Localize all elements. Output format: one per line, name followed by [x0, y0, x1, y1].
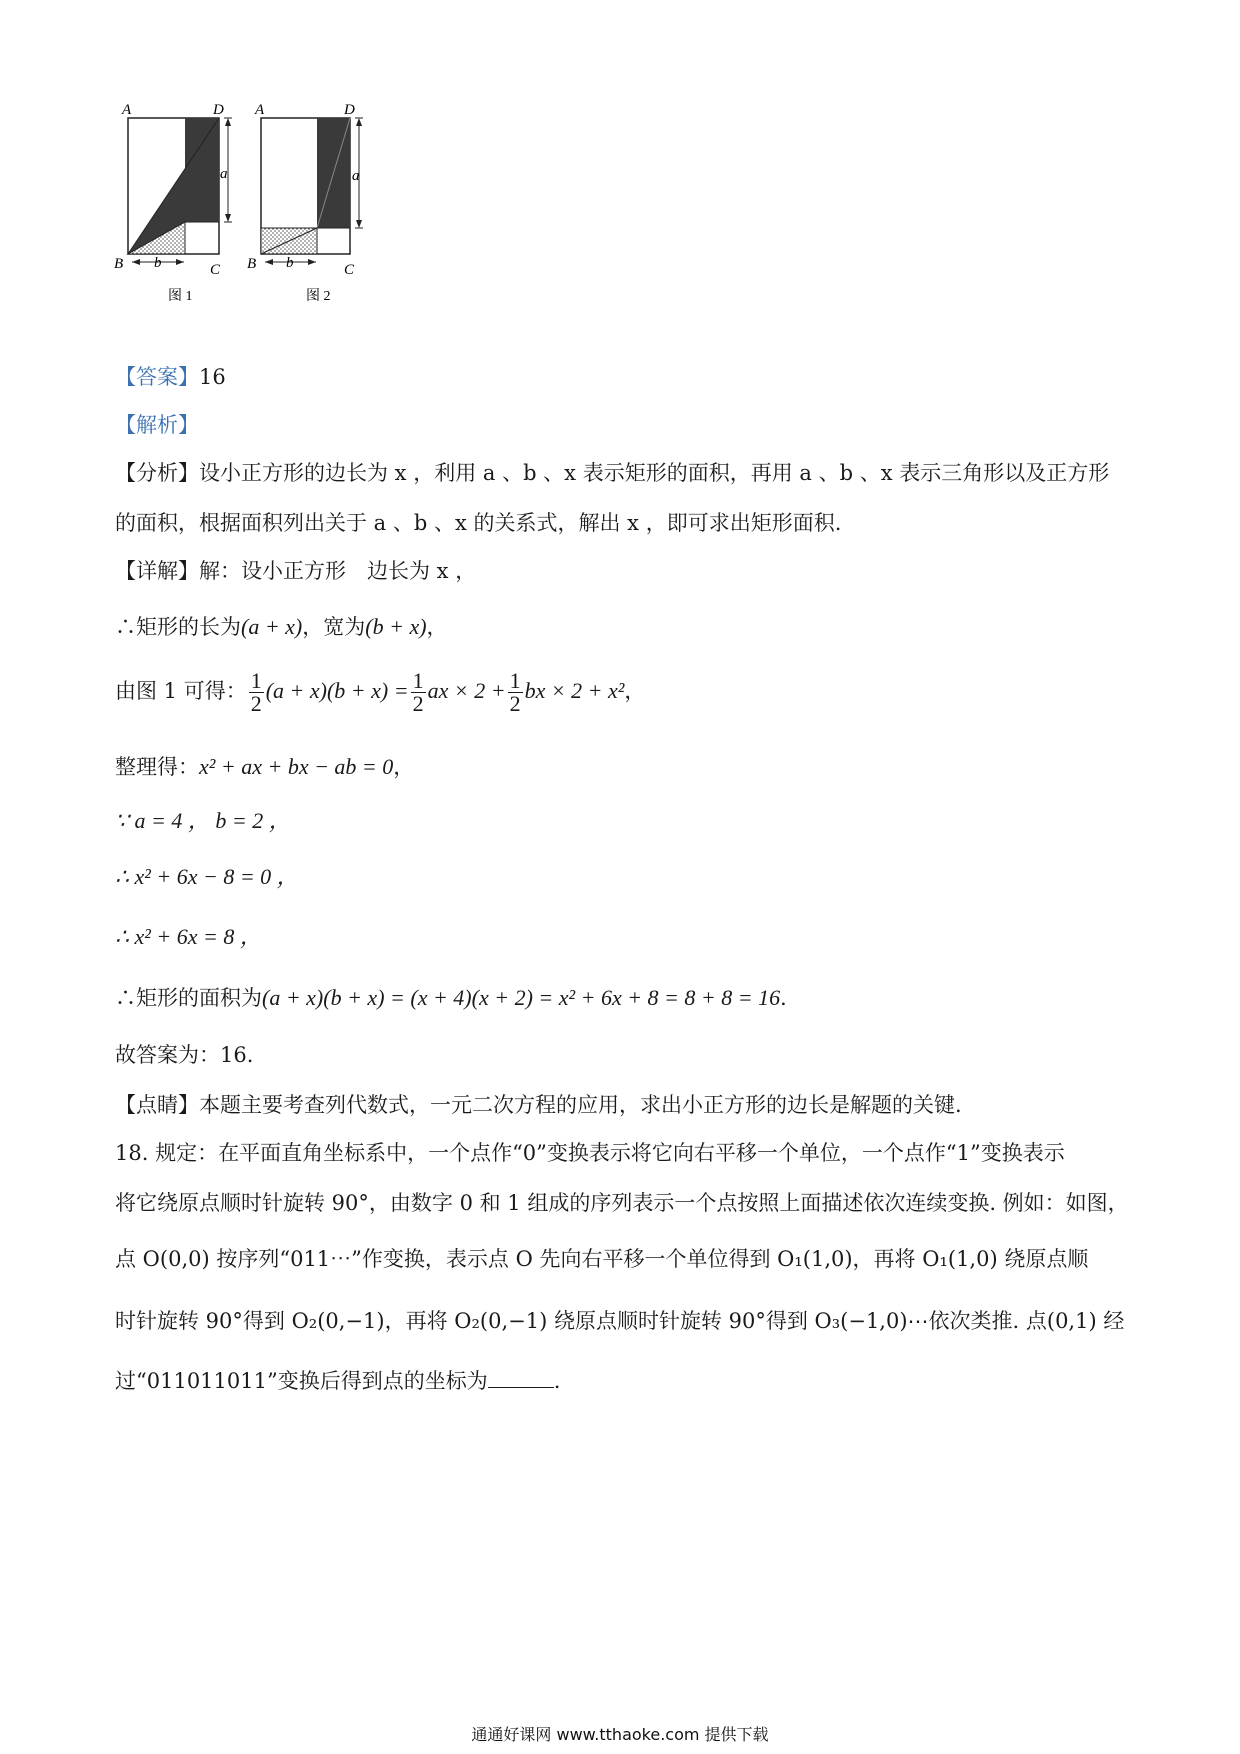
label-b-fig2: b	[286, 255, 294, 271]
q18-line-5-end: .	[553, 1369, 561, 1393]
step-2-lhs: (a + x)(b + x) =	[265, 678, 409, 703]
label-C-fig2: C	[344, 262, 355, 278]
fenxi-text-2: 的面积，根据面积列出关于 a 、b 、x 的关系式，解出 x ，即可求出矩形面积.	[115, 511, 842, 535]
step-1-prefix: ∴矩形的长为	[115, 615, 241, 639]
step-1-length: (a + x)	[241, 614, 303, 639]
xiangjie-text: 解：设小正方形 边长为 x ，	[199, 559, 477, 583]
analysis-tag: 【解析】	[115, 413, 199, 437]
q18-line-5-text: 过“011011011”变换后得到点的坐标为	[115, 1369, 488, 1393]
step-7	[115, 983, 801, 1013]
label-B-fig1: B	[114, 256, 124, 272]
q18-line-3: 点 O(0,0) 按序列“011⋯”作变换，表示点 O 先向右平移一个单位得到 O₁(1,0)，再将 O₁(1,0) 绕原点顺	[115, 1247, 1089, 1271]
step-3-prefix: 整理得：	[115, 755, 199, 779]
answer-value: 16	[199, 365, 226, 389]
step-8: 故答案为：16.	[115, 1043, 254, 1067]
fenxi-line-1	[115, 458, 1109, 488]
step-3-equation: x² + ax + bx − ab = 0	[199, 754, 394, 779]
q18-line-5	[115, 1365, 560, 1396]
geometry-figure	[112, 96, 432, 356]
label-A-fig1: A	[122, 102, 132, 118]
q18-line-1: 18. 规定：在平面直角坐标系中，一个点作“0”变换表示将它向右平移一个单位，一个点作“1”变换表示	[115, 1141, 1065, 1165]
step-6: ∴ x² + 6x = 8 ，	[115, 924, 262, 949]
label-D-fig2: D	[344, 102, 355, 118]
step-7-prefix: ∴矩形的面积为	[115, 986, 262, 1010]
fig1-caption: 图 1	[168, 289, 193, 304]
q18-line-2: 将它绕原点顺时针旋转 90°，由数字 0 和 1 组成的序列表示一个点按照上面描述依次连续变换. 例如：如图，	[115, 1191, 1129, 1215]
q18-line-4: 时针旋转 90°得到 O₂(0,−1)，再将 O₂(0,−1) 绕原点顺时针旋转 90°得到 O₃(−1,0)⋯依次类推. 点(0,1) 经	[115, 1309, 1125, 1333]
figure-1	[114, 102, 232, 304]
fenxi-tag: 【分析】	[115, 461, 199, 485]
step-2	[115, 663, 645, 719]
step-2-term-1: ax × 2 +	[427, 678, 506, 703]
figure-2	[247, 102, 363, 304]
page-footer: 通通好课网 www.tthaoke.com 提供下载	[471, 1725, 769, 1744]
step-2-prefix: 由图 1 可得：	[115, 679, 247, 703]
step-1-width: (b + x)	[365, 614, 427, 639]
step-7-equation: (a + x)(b + x) = (x + 4)(x + 2) = x² + 6x + 8 = 8 + 8 = 16	[262, 985, 781, 1010]
fraction-half-2: $\frac{1}{2}$	[412, 668, 424, 716]
step-5: ∴ x² + 6x − 8 = 0 ，	[115, 864, 299, 889]
step-1-mid: ，宽为	[302, 615, 366, 639]
label-a-fig1: a	[220, 166, 228, 182]
step-3-end: ，	[393, 755, 415, 779]
label-a-fig2: a	[352, 168, 360, 184]
label-b-fig1: b	[154, 255, 162, 271]
dianjing-text: 本题主要考查列代数式，一元二次方程的应用，求出小正方形的边长是解题的关键.	[199, 1093, 962, 1117]
xiangjie-line	[115, 556, 476, 586]
step-7-end: ．	[780, 986, 802, 1010]
fig2-caption: 图 2	[306, 289, 331, 304]
step-2-end: ，	[624, 679, 646, 703]
answer-blank	[488, 1365, 554, 1388]
label-D-fig1: D	[213, 102, 224, 118]
xiangjie-tag: 【详解】	[115, 559, 199, 583]
label-A-fig2: A	[255, 102, 265, 118]
answer-tag: 【答案】	[115, 365, 199, 389]
fenxi-text-1: 设小正方形的边长为 x ，利用 a 、b 、x 表示矩形的面积，再用 a 、b 、x 表示三角形以及正方形	[199, 461, 1110, 485]
fenxi-line-2	[115, 508, 841, 538]
fraction-half-1: $\frac{1}{2}$	[250, 668, 262, 716]
dianjing-tag: 【点睛】	[115, 1093, 199, 1117]
step-1	[115, 612, 448, 642]
step-1-end: ，	[426, 615, 448, 639]
analysis-tag-line	[115, 410, 199, 440]
answer-line	[115, 362, 226, 392]
step-4: ∵ a = 4 ， b = 2 ，	[115, 808, 291, 833]
dianjing-line	[115, 1090, 962, 1120]
step-3	[115, 752, 414, 782]
step-2-term-2: bx × 2 + x²	[524, 678, 625, 703]
fraction-half-3: $\frac{1}{2}$	[509, 668, 521, 716]
label-B-fig2: B	[247, 256, 257, 272]
label-C-fig1: C	[210, 262, 221, 278]
